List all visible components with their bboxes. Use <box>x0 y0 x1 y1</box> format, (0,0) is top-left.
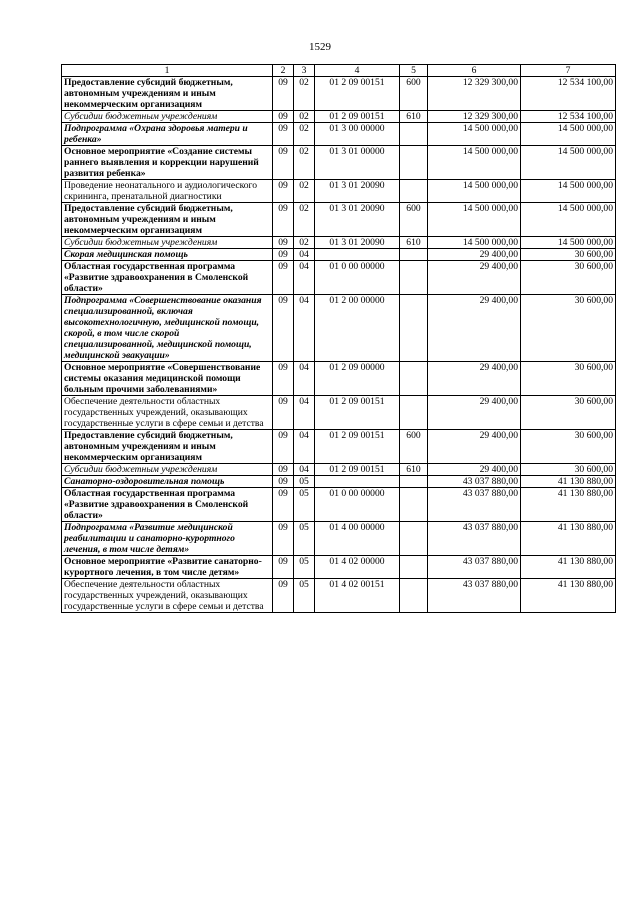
expense-type-cell <box>400 488 428 522</box>
expense-type-cell: 600 <box>400 203 428 237</box>
expense-type-cell <box>400 249 428 261</box>
row-name-cell: Областная государственная программа «Развитие здравоохранения в Смоленской области» <box>62 261 273 295</box>
section-code-cell: 09 <box>273 579 294 613</box>
amount-year1-cell: 14 500 000,00 <box>428 180 521 203</box>
amount-year1-cell: 14 500 000,00 <box>428 237 521 249</box>
expense-type-cell <box>400 579 428 613</box>
table-row <box>62 295 616 362</box>
row-name-cell: Проведение неонатального и аудиологического скрининга, пренатальной диагностики <box>62 180 273 203</box>
subsection-code-cell: 04 <box>294 464 315 476</box>
amount-year2-cell: 12 534 100,00 <box>521 111 616 123</box>
section-code-cell: 09 <box>273 488 294 522</box>
expense-type-cell <box>400 180 428 203</box>
target-article-cell: 01 2 09 00151 <box>315 111 400 123</box>
expense-type-cell <box>400 396 428 430</box>
target-article-cell: 01 3 01 00000 <box>315 146 400 180</box>
row-name-cell: Обеспечение деятельности областных государственных учреждений, оказывающих государственные услуги в сфере семьи и детства <box>62 579 273 613</box>
table-row <box>62 396 616 430</box>
row-name-cell: Санаторно-оздоровительная помощь <box>62 476 273 488</box>
amount-year2-cell: 41 130 880,00 <box>521 556 616 579</box>
section-code-cell: 09 <box>273 476 294 488</box>
target-article-cell: 01 3 00 00000 <box>315 123 400 146</box>
table-row <box>62 111 616 123</box>
section-code-cell: 09 <box>273 261 294 295</box>
amount-year2-cell: 30 600,00 <box>521 295 616 362</box>
section-code-cell: 09 <box>273 237 294 249</box>
row-name-cell: Подпрограмма «Развитие медицинской реабилитации и санаторно-курортного лечения, в том числе детям» <box>62 522 273 556</box>
target-article-cell: 01 4 00 00000 <box>315 522 400 556</box>
amount-year1-cell: 43 037 880,00 <box>428 556 521 579</box>
subsection-code-cell: 02 <box>294 123 315 146</box>
table-header-row <box>62 65 616 77</box>
table-row <box>62 430 616 464</box>
amount-year2-cell: 30 600,00 <box>521 396 616 430</box>
section-code-cell: 09 <box>273 77 294 111</box>
amount-year1-cell: 29 400,00 <box>428 396 521 430</box>
budget-table <box>61 64 616 613</box>
amount-year1-cell: 14 500 000,00 <box>428 203 521 237</box>
expense-type-cell <box>400 295 428 362</box>
target-article-cell: 01 0 00 00000 <box>315 261 400 295</box>
table-row <box>62 522 616 556</box>
amount-year2-cell: 12 534 100,00 <box>521 77 616 111</box>
row-name-cell: Предоставление субсидий бюджетным, автономным учреждениям и иным некоммерческим организациям <box>62 77 273 111</box>
subsection-code-cell: 05 <box>294 488 315 522</box>
amount-year1-cell: 29 400,00 <box>428 362 521 396</box>
row-name-cell: Основное мероприятие «Совершенствование системы оказания медицинской помощи больным прочими заболеваниями» <box>62 362 273 396</box>
section-code-cell: 09 <box>273 556 294 579</box>
subsection-code-cell: 02 <box>294 237 315 249</box>
row-name-cell: Областная государственная программа «Развитие здравоохранения в Смоленской области» <box>62 488 273 522</box>
expense-type-cell <box>400 123 428 146</box>
amount-year1-cell: 14 500 000,00 <box>428 146 521 180</box>
subsection-code-cell: 05 <box>294 579 315 613</box>
row-name-cell: Основное мероприятие «Развитие санаторно-курортного лечения, в том числе детям» <box>62 556 273 579</box>
expense-type-cell <box>400 362 428 396</box>
amount-year2-cell: 14 500 000,00 <box>521 123 616 146</box>
table-row <box>62 488 616 522</box>
section-code-cell: 09 <box>273 396 294 430</box>
expense-type-cell <box>400 522 428 556</box>
section-code-cell: 09 <box>273 249 294 261</box>
subsection-code-cell: 04 <box>294 396 315 430</box>
amount-year1-cell: 43 037 880,00 <box>428 522 521 556</box>
table-row <box>62 237 616 249</box>
column-header: 3 <box>294 65 315 77</box>
subsection-code-cell: 05 <box>294 522 315 556</box>
table-row <box>62 362 616 396</box>
amount-year2-cell: 41 130 880,00 <box>521 488 616 522</box>
target-article-cell: 01 4 02 00000 <box>315 556 400 579</box>
row-name-cell: Подпрограмма «Охрана здоровья матери и ребенка» <box>62 123 273 146</box>
expense-type-cell <box>400 556 428 579</box>
amount-year2-cell: 14 500 000,00 <box>521 203 616 237</box>
expense-type-cell: 600 <box>400 77 428 111</box>
amount-year1-cell: 43 037 880,00 <box>428 488 521 522</box>
subsection-code-cell: 02 <box>294 111 315 123</box>
section-code-cell: 09 <box>273 111 294 123</box>
table-row <box>62 261 616 295</box>
section-code-cell: 09 <box>273 430 294 464</box>
subsection-code-cell: 04 <box>294 362 315 396</box>
table-row <box>62 180 616 203</box>
expense-type-cell: 600 <box>400 430 428 464</box>
row-name-cell: Основное мероприятие «Создание системы раннего выявления и коррекции нарушений развития ребенка» <box>62 146 273 180</box>
table-row <box>62 249 616 261</box>
target-article-cell: 01 2 09 00151 <box>315 464 400 476</box>
section-code-cell: 09 <box>273 522 294 556</box>
row-name-cell: Субсидии бюджетным учреждениям <box>62 237 273 249</box>
row-name-cell: Скорая медицинская помощь <box>62 249 273 261</box>
target-article-cell: 01 3 01 20090 <box>315 180 400 203</box>
amount-year1-cell: 14 500 000,00 <box>428 123 521 146</box>
table-row <box>62 203 616 237</box>
subsection-code-cell: 04 <box>294 261 315 295</box>
amount-year1-cell: 29 400,00 <box>428 430 521 464</box>
target-article-cell <box>315 249 400 261</box>
table-row <box>62 123 616 146</box>
table-row <box>62 476 616 488</box>
column-header: 7 <box>521 65 616 77</box>
amount-year1-cell: 29 400,00 <box>428 295 521 362</box>
subsection-code-cell: 04 <box>294 249 315 261</box>
amount-year2-cell: 41 130 880,00 <box>521 522 616 556</box>
row-name-cell: Предоставление субсидий бюджетным, автономным учреждениям и иным некоммерческим организациям <box>62 203 273 237</box>
column-header: 1 <box>62 65 273 77</box>
amount-year2-cell: 41 130 880,00 <box>521 476 616 488</box>
target-article-cell: 01 2 09 00151 <box>315 396 400 430</box>
row-name-cell: Подпрограмма «Совершенствование оказания специализированной, включая высокотехнологичную, медицинской помощи, скорой, в том числе скорой специализированной, медицинской помощи, медицинской эвакуации» <box>62 295 273 362</box>
target-article-cell: 01 2 09 00151 <box>315 430 400 464</box>
amount-year1-cell: 12 329 300,00 <box>428 77 521 111</box>
row-name-cell: Субсидии бюджетным учреждениям <box>62 111 273 123</box>
target-article-cell: 01 2 00 00000 <box>315 295 400 362</box>
target-article-cell: 01 2 09 00151 <box>315 77 400 111</box>
amount-year2-cell: 30 600,00 <box>521 362 616 396</box>
amount-year2-cell: 14 500 000,00 <box>521 180 616 203</box>
amount-year1-cell: 43 037 880,00 <box>428 476 521 488</box>
page-number: 1529 <box>309 41 331 53</box>
expense-type-cell: 610 <box>400 464 428 476</box>
row-name-cell: Субсидии бюджетным учреждениям <box>62 464 273 476</box>
amount-year1-cell: 12 329 300,00 <box>428 111 521 123</box>
expense-type-cell <box>400 261 428 295</box>
section-code-cell: 09 <box>273 146 294 180</box>
column-header: 4 <box>315 65 400 77</box>
amount-year1-cell: 29 400,00 <box>428 261 521 295</box>
target-article-cell: 01 3 01 20090 <box>315 203 400 237</box>
expense-type-cell <box>400 476 428 488</box>
amount-year1-cell: 43 037 880,00 <box>428 579 521 613</box>
column-header: 6 <box>428 65 521 77</box>
amount-year2-cell: 41 130 880,00 <box>521 579 616 613</box>
section-code-cell: 09 <box>273 180 294 203</box>
row-name-cell: Предоставление субсидий бюджетным, автономным учреждениям и иным некоммерческим организациям <box>62 430 273 464</box>
amount-year2-cell: 30 600,00 <box>521 430 616 464</box>
amount-year2-cell: 14 500 000,00 <box>521 237 616 249</box>
amount-year2-cell: 30 600,00 <box>521 249 616 261</box>
target-article-cell: 01 0 00 00000 <box>315 488 400 522</box>
subsection-code-cell: 05 <box>294 556 315 579</box>
table-row <box>62 146 616 180</box>
amount-year2-cell: 30 600,00 <box>521 261 616 295</box>
section-code-cell: 09 <box>273 464 294 476</box>
target-article-cell: 01 3 01 20090 <box>315 237 400 249</box>
expense-type-cell: 610 <box>400 111 428 123</box>
table-row <box>62 579 616 613</box>
table-row <box>62 556 616 579</box>
subsection-code-cell: 04 <box>294 295 315 362</box>
column-header: 2 <box>273 65 294 77</box>
table-row <box>62 77 616 111</box>
subsection-code-cell: 02 <box>294 180 315 203</box>
expense-type-cell <box>400 146 428 180</box>
subsection-code-cell: 05 <box>294 476 315 488</box>
target-article-cell: 01 4 02 00151 <box>315 579 400 613</box>
subsection-code-cell: 02 <box>294 203 315 237</box>
expense-type-cell: 610 <box>400 237 428 249</box>
amount-year1-cell: 29 400,00 <box>428 249 521 261</box>
table-body <box>62 65 616 613</box>
section-code-cell: 09 <box>273 362 294 396</box>
section-code-cell: 09 <box>273 203 294 237</box>
section-code-cell: 09 <box>273 123 294 146</box>
amount-year2-cell: 30 600,00 <box>521 464 616 476</box>
subsection-code-cell: 02 <box>294 77 315 111</box>
target-article-cell: 01 2 09 00000 <box>315 362 400 396</box>
section-code-cell: 09 <box>273 295 294 362</box>
subsection-code-cell: 04 <box>294 430 315 464</box>
amount-year1-cell: 29 400,00 <box>428 464 521 476</box>
column-header: 5 <box>400 65 428 77</box>
subsection-code-cell: 02 <box>294 146 315 180</box>
target-article-cell <box>315 476 400 488</box>
table-row <box>62 464 616 476</box>
amount-year2-cell: 14 500 000,00 <box>521 146 616 180</box>
row-name-cell: Обеспечение деятельности областных государственных учреждений, оказывающих государственные услуги в сфере семьи и детства <box>62 396 273 430</box>
